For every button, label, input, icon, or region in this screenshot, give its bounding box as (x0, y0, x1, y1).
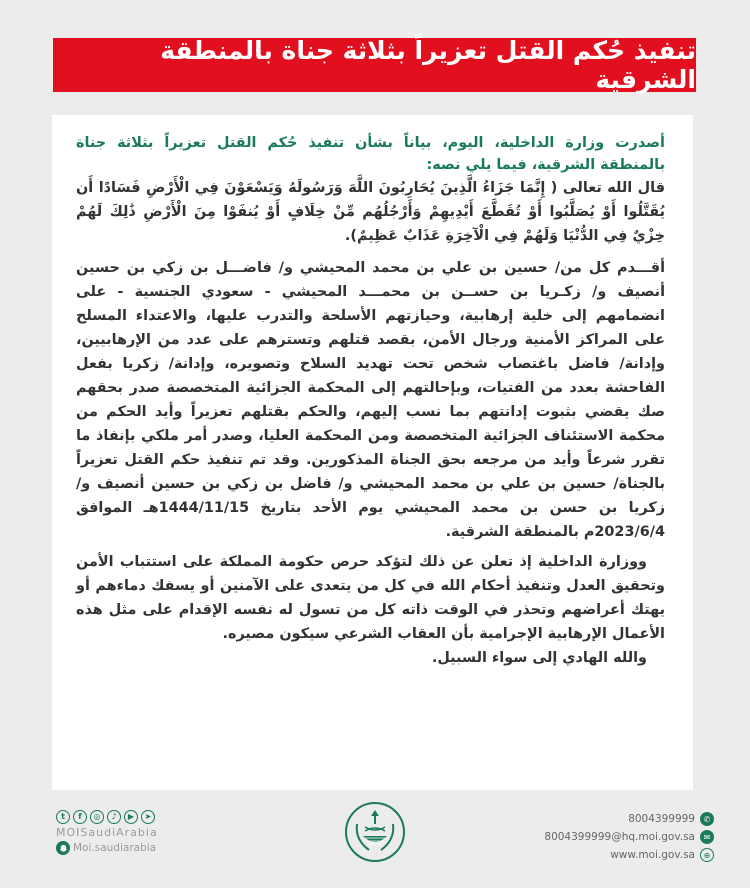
phone-number: 8004399999 (628, 813, 695, 825)
statement-card (52, 115, 693, 790)
tiktok-icon[interactable]: ♪ (107, 810, 121, 824)
contact-block (544, 810, 714, 864)
email-icon: ✉ (700, 830, 714, 844)
social-handle[interactable]: MOISaudiArabia (56, 826, 158, 839)
snapchat-icon (56, 841, 70, 855)
social-block (56, 810, 158, 855)
website-row[interactable] (544, 846, 714, 864)
globe-icon: ⊕ (700, 848, 714, 862)
phone-row[interactable] (544, 810, 714, 828)
instagram-icon[interactable]: ◎ (90, 810, 104, 824)
email-row[interactable] (544, 828, 714, 846)
phone-icon: ✆ (700, 812, 714, 826)
quran-verse: قال الله تعالى ( إِنَّمَا جَزَاءُ الَّذِينَ يُحَارِبُونَ اللَّهَ وَرَسُولَهُ وَيَسْعَوْنَ فِي الْأَرْضِ فَسَادًا أَن يُقَتَّلُوا أَوْ يُصَلَّبُوا أَوْ تُقَطَّعَ أَيْدِيهِمْ وَأَرْجُلُهُم مِّنْ خِلَافٍ أَوْ يُنفَوْا مِنَ الْأَرْضِ ذَٰلِكَ لَهُمْ خِزْيٌ فِي الدُّنْيَا وَلَهُمْ فِي الْآخِرَةِ عَذَابٌ عَظِيمٌ). (76, 180, 665, 244)
youtube-icon[interactable]: ▶ (124, 810, 138, 824)
email-address: 8004399999@hq.moi.gov.sa (544, 831, 695, 843)
snapchat-row[interactable] (56, 841, 158, 855)
website-url: www.moi.gov.sa (610, 849, 695, 861)
snapchat-handle: Moi.saudiarabia (73, 842, 157, 854)
facebook-icon[interactable]: f (73, 810, 87, 824)
statement-intro: أصدرت وزارة الداخلية، اليوم، بياناً بشأن تنفيذ حُكم القتل تعزيراً بثلاثة جناة بالمنطقة الشرقية، فيما يلي نصه: (76, 135, 665, 173)
statement-body: أقـــدم كل من/ حسين بن علي بن محمد المحيشي و/ فاضـــل بن زكي بن حسين أنصيف و/ زكـريا بن حســن بن محمـــد المحيشي - سعودي الجنسية - على انضمامهم إلى خلية إرهابية، وحيازتهم الأسلحة والتدرب عليها، والاعتداء المسلح على المراكز الأمنية ورجال الأمن، بقصد قتلهم وتسترهم على عدد من الإرهابيين، وإدانة/ فاضل باغتصاب شخص تحت تهديد السلاح وتصويره، وإدانة/ زكريا بفعل الفاحشة بعدد من الفتيات، وبإحالتهم إلى المحكمة الجزائية المتخصصة صدر بحقهم صك يقضي بثبوت إدانتهم بما نسب إليهم، والحكم بقتلهم تعزيراً وأيد الحكم من محكمة الاستئناف الجزائية المتخصصة ومن المحكمة العليا، وصدر أمر ملكي بإنفاذ ما تقرر شرعاً وأيد من مرجعه بحق الجناة المذكورين. وقد تم تنفيذ حكم القتل تعزيراً بالجناة/ حسين بن علي بن محمد المحيشي و/ فاضل بن زكي بن حسين أنصيف و/ زكريا بن حسن بن محمد المحيشي يوم الأحد بتاريخ 1444/11/15هـ الموافق 2023/6/4م بالمنطقة الشرقية. (76, 260, 665, 540)
ministry-emblem (343, 800, 407, 864)
social-icons-row (56, 810, 158, 824)
telegram-icon[interactable]: ➤ (141, 810, 155, 824)
headline-title: تنفيذ حُكم القتل تعزيراً بثلاثة جناة بالمنطقة الشرقية (160, 36, 696, 94)
headline-banner (53, 38, 696, 92)
statement-conclusion: ووزارة الداخلية إذ تعلن عن ذلك لتؤكد حرص حكومة المملكة على استتباب الأمن وتحقيق العدل وتنفيذ أحكام الله في كل من يتعدى على الآمنين أو يسفك دماءهم أو يهتك أعراضهم وتحذر في الوقت ذاته كل من تسول له نفسه الإقدام على مثل هذه الأعمال الإرهابية الإجرامية بأن العقاب الشرعي سيكون مصيره. (76, 554, 665, 642)
twitter-icon[interactable]: t (56, 810, 70, 824)
statement-closing: والله الهادي إلى سواء السبيل. (431, 650, 647, 666)
